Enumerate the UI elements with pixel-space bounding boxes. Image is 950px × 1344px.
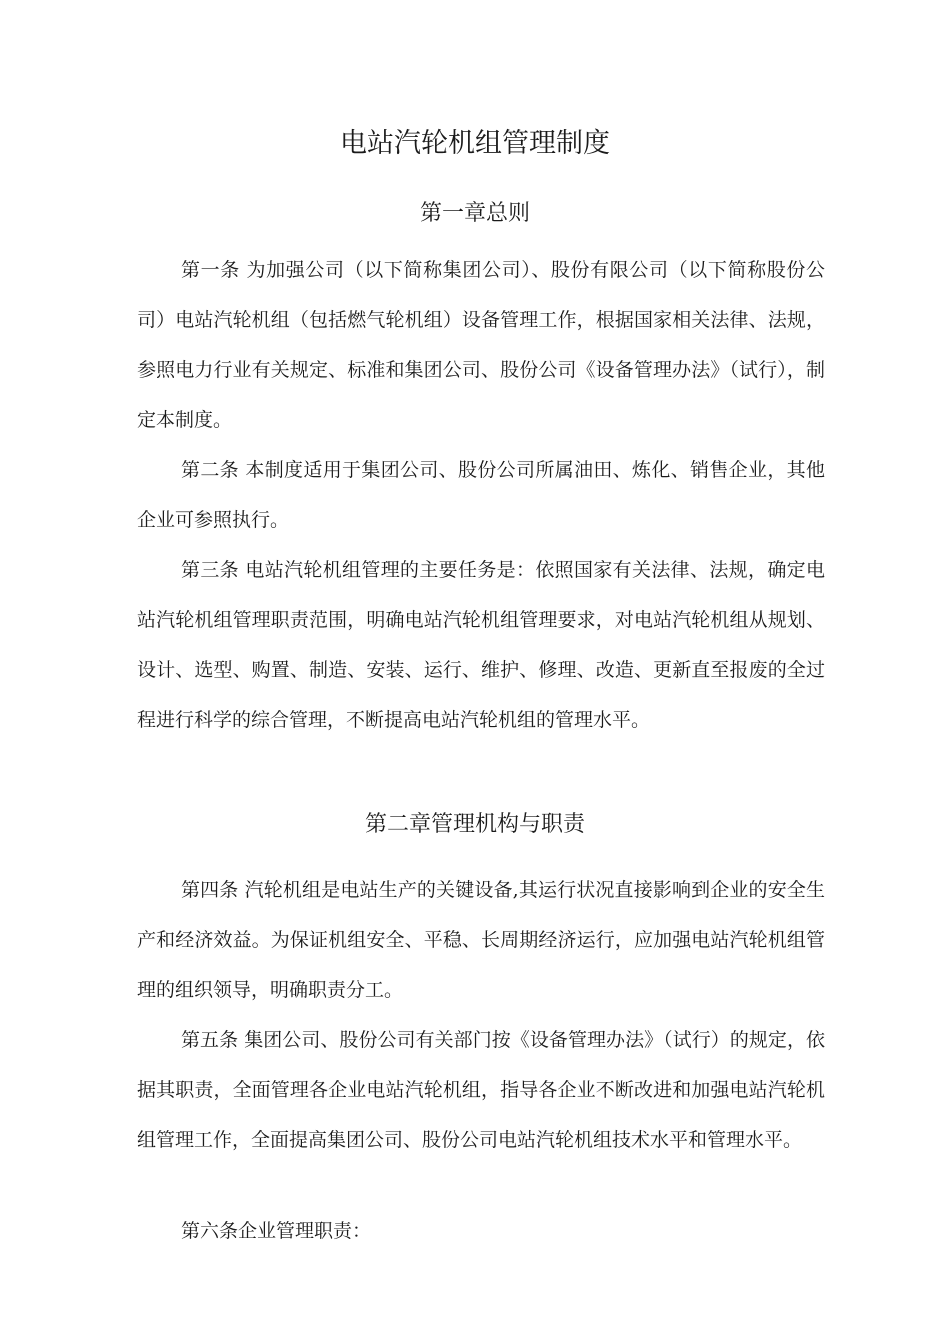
article-6: 第六条企业管理职责：: [181, 1220, 372, 1242]
chapter-2-title: 第二章管理机构与职责: [364, 812, 585, 837]
chapter-1-title: 第一章总则: [419, 201, 530, 226]
article-1: 第一条 为加强公司（以下简称集团公司）、股份有限公司（以下简称股份公司）电站汽轮机组（包括燃气轮机组）设备管理工作，根据国家相关法律、法规，参照电力行业有关规定、标准和集团公司、股份公司《设备管理办法》（试行），制定本制度。: [137, 259, 825, 431]
article-5: 第五条 集团公司、股份公司有关部门按《设备管理办法》（试行）的规定，依据其职责，全面管理各企业电站汽轮机组，指导各企业不断改进和加强电站汽轮机组管理工作，全面提高集团公司、股份公司电站汽轮机组技术水平和管理水平。: [137, 1029, 825, 1151]
article-4: 第四条 汽轮机组是电站生产的关键设备,其运行状况直接影响到企业的安全生产和经济效益。为保证机组安全、平稳、长周期经济运行，应加强电站汽轮机组管理的组织领导，明确职责分工。: [137, 879, 825, 1001]
article-2: 第二条 本制度适用于集团公司、股份公司所属油田、炼化、销售企业，其他企业可参照执行。: [137, 459, 825, 531]
document-title: 电站汽轮机组管理制度: [340, 128, 610, 159]
article-3: 第三条 电站汽轮机组管理的主要任务是：依照国家有关法律、法规，确定电站汽轮机组管理职责范围，明确电站汽轮机组管理要求，对电站汽轮机组从规划、设计、选型、购置、制造、安装、运行、维护、修理、改造、更新直至报废的全过程进行科学的综合管理，不断提高电站汽轮机组的管理水平。: [137, 559, 825, 731]
